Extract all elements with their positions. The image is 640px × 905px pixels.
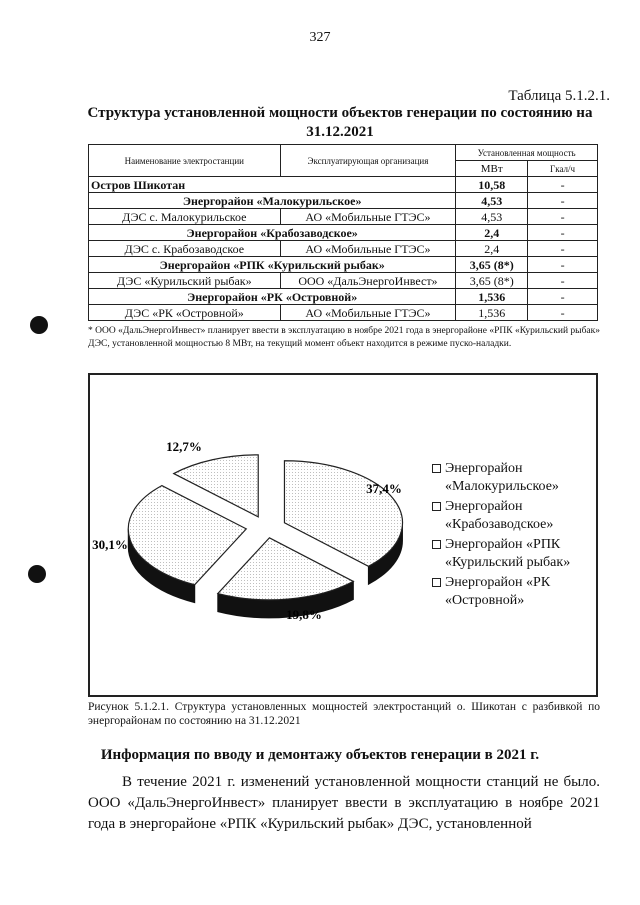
table-row-station bbox=[89, 209, 598, 225]
slice-label-kurilsky-rybak: 30,1% bbox=[92, 537, 128, 552]
legend-label: Энергорайон «Малокурильское» bbox=[445, 461, 559, 494]
legend-swatch bbox=[432, 502, 441, 511]
legend-item-malokurilskoe bbox=[432, 460, 592, 496]
cell-mw: 3,65 (8*) bbox=[456, 257, 528, 273]
pie-slice-malokurilskoe bbox=[284, 461, 402, 567]
cell-name: Энергорайон «Малокурильское» bbox=[89, 193, 456, 209]
cell-name: ДЭС с. Малокурильское bbox=[89, 209, 281, 225]
table-row-station bbox=[89, 241, 598, 257]
cell-name: ДЭС «Курильский рыбак» bbox=[89, 273, 281, 289]
table-title: Структура установленной мощности объектов генерации по состоянию на 31.12.2021 bbox=[87, 105, 593, 140]
cell-gcal: - bbox=[528, 225, 598, 241]
cell-gcal: - bbox=[528, 177, 598, 193]
legend-swatch bbox=[432, 578, 441, 587]
cell-mw: 1,536 bbox=[456, 305, 528, 321]
cell-organization: ООО «ДальЭнергоИнвест» bbox=[280, 273, 456, 289]
table-label: Таблица 5.1.2.1. bbox=[508, 88, 610, 104]
legend-swatch bbox=[432, 464, 441, 473]
cell-gcal: - bbox=[528, 257, 598, 273]
table-row-station bbox=[89, 305, 598, 321]
table-row-district bbox=[89, 257, 598, 273]
cell-name: Энергорайон «РК «Островной» bbox=[89, 289, 456, 305]
cell-gcal: - bbox=[528, 289, 598, 305]
legend-item-ostrovnoy bbox=[432, 574, 592, 610]
table-row-district bbox=[89, 225, 598, 241]
table-row-district bbox=[89, 193, 598, 209]
cell-gcal: - bbox=[528, 193, 598, 209]
slice-label-ostrovnoy: 12,7% bbox=[166, 439, 202, 454]
cell-gcal: - bbox=[528, 209, 598, 225]
cell-organization: АО «Мобильные ГТЭС» bbox=[280, 305, 456, 321]
cell-organization: АО «Мобильные ГТЭС» bbox=[280, 209, 456, 225]
header-gcal: Гкал/ч bbox=[528, 161, 598, 177]
legend-label: Энергорайон «РК «Островной» bbox=[445, 575, 551, 608]
cell-gcal: - bbox=[528, 305, 598, 321]
header-mw: МВт bbox=[456, 161, 528, 177]
cell-name: Остров Шикотан bbox=[89, 177, 456, 193]
cell-name: Энергорайон «РПК «Курильский рыбак» bbox=[89, 257, 456, 273]
table-row-island bbox=[89, 177, 598, 193]
cell-mw: 1,536 bbox=[456, 289, 528, 305]
generation-capacity-table bbox=[88, 144, 598, 321]
cell-mw: 10,58 bbox=[456, 177, 528, 193]
cell-name: ДЭС с. Крабозаводское bbox=[89, 241, 281, 257]
slice-label-malokurilskoe: 37,4% bbox=[366, 481, 402, 496]
punch-hole-bottom bbox=[28, 565, 46, 583]
table-row-district bbox=[89, 289, 598, 305]
legend-label: Энергорайон «Крабозаводское» bbox=[445, 499, 554, 532]
slice-label-krabozavodskoe: 19,8% bbox=[286, 607, 322, 622]
body-paragraph: В течение 2021 г. изменений установленной мощности станций не было. ООО «ДальЭнергоИнвест» планирует ввести в эксплуатацию в ноябре 2021 года в энергорайоне «РПК «Курильский рыбак» ДЭС, установленной bbox=[88, 774, 600, 832]
table-row-station bbox=[89, 273, 598, 289]
table-header-row bbox=[89, 145, 598, 161]
page-number: 327 bbox=[309, 30, 331, 45]
legend-item-krabozavodskoe bbox=[432, 498, 592, 534]
header-capacity: Установленная мощность bbox=[456, 145, 598, 161]
cell-mw: 3,65 (8*) bbox=[456, 273, 528, 289]
legend-item-kurilsky-rybak bbox=[432, 536, 592, 572]
punch-hole-top bbox=[30, 316, 48, 334]
cell-name: ДЭС «РК «Островной» bbox=[89, 305, 281, 321]
cell-mw: 2,4 bbox=[456, 241, 528, 257]
cell-mw: 4,53 bbox=[456, 209, 528, 225]
figure-caption: Рисунок 5.1.2.1. Структура установленных мощностей электростанций о. Шикотан с разбивкой по энергорайонам по состоянию на 31.12.2021 bbox=[88, 701, 600, 727]
legend-label: Энергорайон «РПК «Курильский рыбак» bbox=[445, 537, 571, 570]
cell-mw: 4,53 bbox=[456, 193, 528, 209]
cell-gcal: - bbox=[528, 241, 598, 257]
cell-mw: 2,4 bbox=[456, 225, 528, 241]
cell-name: Энергорайон «Крабозаводское» bbox=[89, 225, 456, 241]
section-title: Информация по вводу и демонтажу объектов генерации в 2021 г. bbox=[100, 747, 540, 763]
cell-organization: АО «Мобильные ГТЭС» bbox=[280, 241, 456, 257]
header-organization: Эксплуатирующая организация bbox=[280, 145, 456, 177]
table-footnote: * ООО «ДальЭнергоИнвест» планирует ввести в эксплуатацию в ноябре 2021 года в энергорайоне «РПК «Курильский рыбак» ДЭС, установленной мощностью 8 МВт, на текущий момент объект находится в режиме пуско-наладки. bbox=[88, 326, 600, 349]
chart-legend bbox=[432, 460, 592, 612]
header-station: Наименование электростанции bbox=[89, 145, 281, 177]
cell-gcal: - bbox=[528, 273, 598, 289]
legend-swatch bbox=[432, 540, 441, 549]
